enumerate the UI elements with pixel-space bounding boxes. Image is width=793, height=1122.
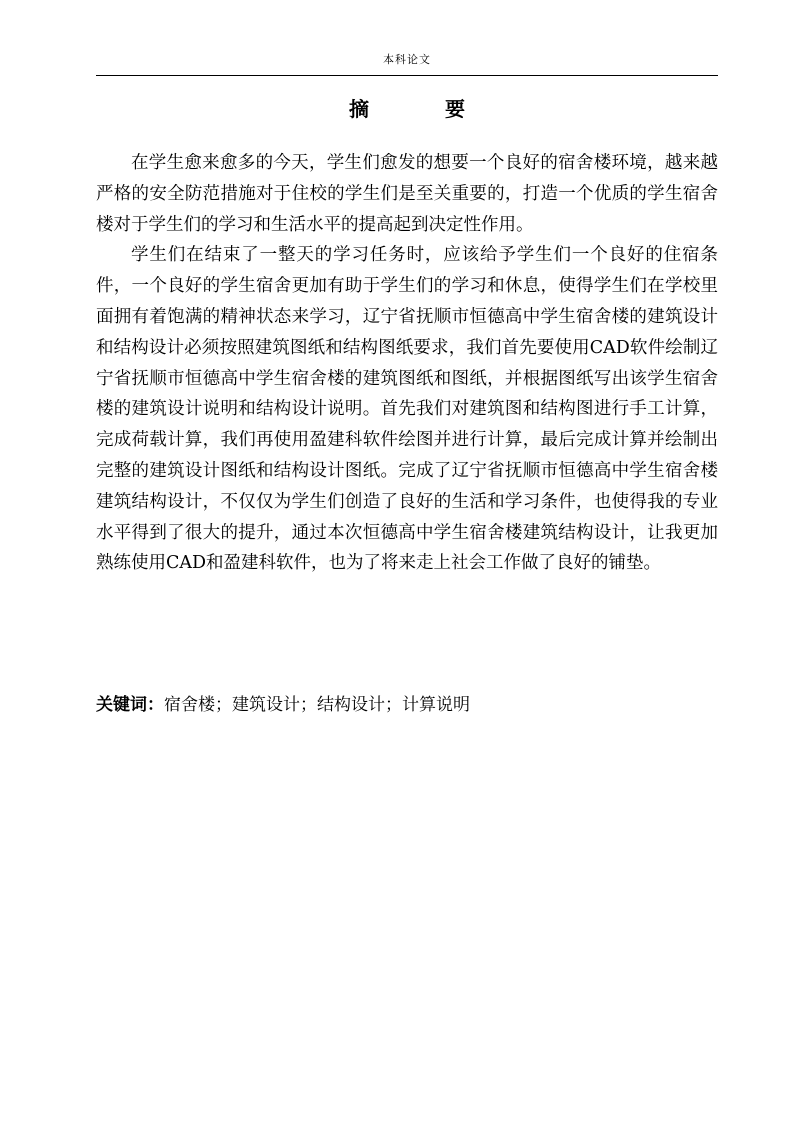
header-rule xyxy=(96,75,718,76)
abstract-body xyxy=(96,148,718,579)
abstract-paragraph-2: 学生们在结束了一整天的学习任务时，应该给予学生们一个良好的住宿条件，一个良好的学生宿舍更加有助于学生们的学习和休息，使得学生们在学校里面拥有着饱满的精神状态来学习，辽宁省抚顺市恒德高中学生宿舍楼的建筑设计和结构设计必须按照建筑图纸和结构图纸要求，我们首先要使用CAD软件绘制辽宁省抚顺市恒德高中学生宿舍楼的建筑图纸和图纸，并根据图纸写出该学生宿舍楼的建筑设计说明和结构设计说明。首先我们对建筑图和结构图进行手工计算，完成荷载计算，我们再使用盈建科软件绘图并进行计算，最后完成计算并绘制出完整的建筑设计图纸和结构设计图纸。完成了辽宁省抚顺市恒德高中学生宿舍楼建筑结构设计，不仅仅为学生们创造了良好的生活和学习条件，也使得我的专业水平得到了很大的提升，通过本次恒德高中学生宿舍楼建筑结构设计，让我更加熟练使用CAD和盈建科软件，也为了将来走上社会工作做了良好的铺垫。 xyxy=(96,245,718,574)
running-header: 本科论文 xyxy=(383,53,431,66)
keywords-label: 关键词： xyxy=(96,695,164,715)
abstract-paragraph-1: 在学生愈来愈多的今天，学生们愈发的想要一个良好的宿舍楼环境，越来越严格的安全防范措施对于住校的学生们是至关重要的，打造一个优质的学生宿舍楼对于学生们的学习和生活水平的提高起到决定性作用。 xyxy=(96,153,718,235)
keywords-line xyxy=(96,690,718,720)
abstract-title: 摘 要 xyxy=(349,97,493,121)
keywords-value: 宿舍楼；建筑设计；结构设计；计算说明 xyxy=(164,695,470,715)
